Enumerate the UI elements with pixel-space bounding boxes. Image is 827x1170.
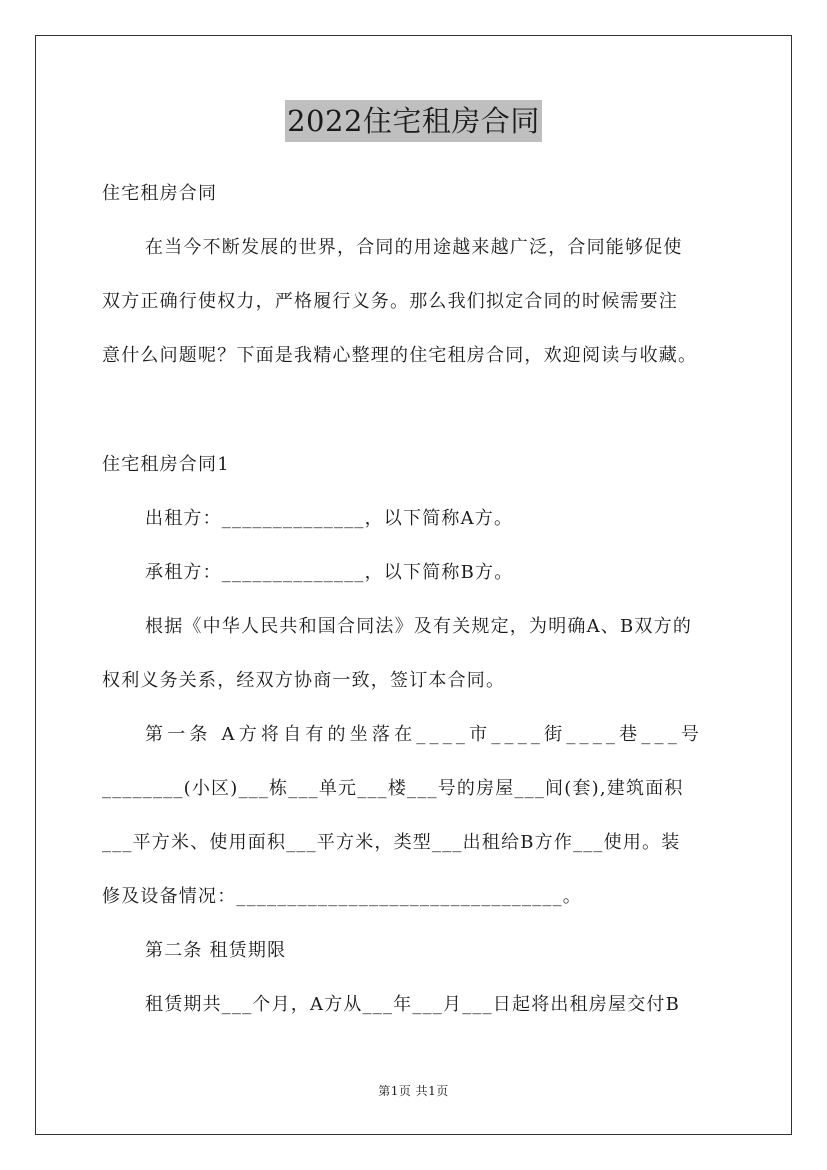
document-title: 2022住宅租房合同 xyxy=(285,100,542,142)
lessor-line: 出租方：______________，以下简称A方。 xyxy=(145,508,514,529)
lease-term-line: 租赁期共___个月，A方从___年___月___日起将出租房屋交付B xyxy=(145,994,681,1015)
title-container xyxy=(0,100,827,142)
section-heading: 住宅租房合同 xyxy=(102,183,218,204)
article-one-line: ___平方米、使用面积___平方米，类型___出租给B方作___使用。装 xyxy=(102,832,681,853)
intro-paragraph-line: 双方正确行使权力，严格履行义务。那么我们拟定合同的时候需要注 xyxy=(102,291,678,312)
preamble-line: 根据《中华人民共和国合同法》及有关规定，为明确A、B双方的 xyxy=(145,616,693,637)
page-footer: 第1页 共1页 xyxy=(378,1084,449,1098)
lessee-line: 承租方：______________，以下简称B方。 xyxy=(145,562,514,583)
intro-paragraph-line: 意什么问题呢？下面是我精心整理的住宅租房合同，欢迎阅读与收藏。 xyxy=(102,345,698,366)
article-one-line: 第一条 A方将自有的坐落在____市____街____巷___号 xyxy=(145,724,704,745)
article-one-line: ________(小区)___栋___单元___楼___号的房屋___间(套),建筑面积 xyxy=(102,778,684,799)
article-one-line: 修及设备情况：________________________________。 xyxy=(102,886,582,907)
intro-paragraph-line: 在当今不断发展的世界，合同的用途越来越广泛，合同能够促使 xyxy=(145,237,683,258)
contract-heading: 住宅租房合同1 xyxy=(102,454,230,475)
preamble-line: 权利义务关系，经双方协商一致，签订本合同。 xyxy=(102,670,506,691)
article-two-heading: 第二条 租赁期限 xyxy=(145,940,287,961)
